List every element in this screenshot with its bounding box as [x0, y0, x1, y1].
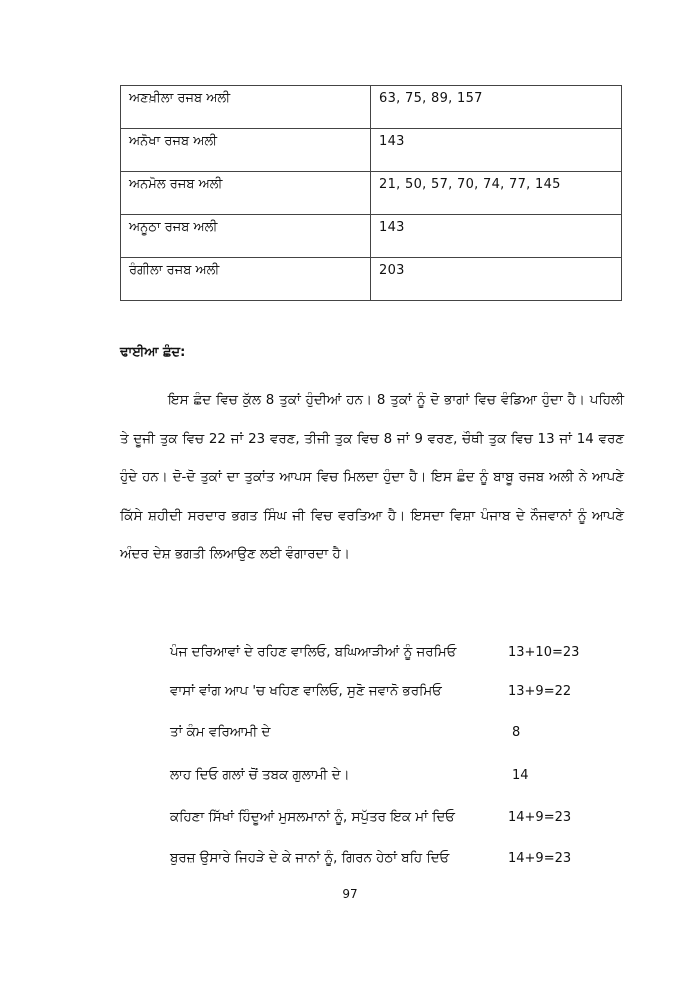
verse-line	[170, 768, 590, 788]
table-row	[121, 86, 622, 129]
verse-syllable-count: 8	[512, 725, 521, 740]
verse-text: ਪੰਜ ਦਰਿਆਵਾਂ ਦੇ ਰਹਿਣ ਵਾਲਿਓ, ਬਘਿਆੜੀਆਂ ਨੂੰ ਜਰਮਿਓ	[170, 645, 457, 660]
table-cell-pages: 143	[371, 215, 622, 258]
verse-text: ਕਹਿਣਾ ਸਿੱਖਾਂ ਹਿੰਦੂਆਂ ਮੁਸਲਮਾਨਾਂ ਨੂੰ, ਸਪੁੱਤਰ ਇਕ ਮਾਂ ਦਿਓ	[170, 810, 455, 825]
paragraph-text: ਇਸ ਛੰਦ ਵਿਚ ਕੁੱਲ 8 ਤੁਕਾਂ ਹੁੰਦੀਆਂ ਹਨ। 8 ਤੁਕਾਂ ਨੂੰ ਦੋ ਭਾਗਾਂ ਵਿਚ ਵੰਡਿਆ ਹੁੰਦਾ ਹੈ। ਪਹਿਲੀ ਤੇ ਦੂਜੀ ਤੁਕ ਵਿਚ 22 ਜਾਂ 23 ਵਰਣ, ਤੀਜੀ ਤੁਕ ਵਿਚ 8 ਜਾਂ 9 ਵਰਣ, ਚੌਥੀ ਤੁਕ ਵਿਚ 13 ਜਾਂ 14 ਵਰਣ ਹੁੰਦੇ ਹਨ। ਦੋ-ਦੋ ਤੁਕਾਂ ਦਾ ਤੁਕਾਂਤ ਆਪਸ ਵਿਚ ਮਿਲਦਾ ਹੁੰਦਾ ਹੈ। ਇਸ ਛੰਦ ਨੂੰ ਬਾਬੂ ਰਜਬ ਅਲੀ ਨੇ ਆਪਣੇ ਕਿੱਸੇ ਸ਼ਹੀਦੀ ਸਰਦਾਰ ਭਗਤ ਸਿੰਘ ਜੀ ਵਿਚ ਵਰਤਿਆ ਹੈ। ਇਸਦਾ ਵਿਸ਼ਾ ਪੰਜਾਬ ਦੇ ਨੌਜਵਾਨਾਂ ਨੂੰ ਆਪਣੇ ਅੰਦਰ ਦੇਸ਼ ਭਗਤੀ ਲਿਆਉਣ ਲਈ ਵੰਗਾਰਦਾ ਹੈ।	[120, 393, 624, 562]
table-cell-name: ਅਨੋਖਾ ਰਜਬ ਅਲੀ	[121, 129, 371, 172]
verse-line	[170, 645, 590, 665]
table-cell-pages: 143	[371, 129, 622, 172]
verse-syllable-count: 14+9=23	[508, 851, 572, 866]
verse-text: ਤਾਂ ਕੰਮ ਵਰਿਆਮੀ ਦੇ	[170, 725, 271, 740]
verse-syllable-count: 13+10=23	[508, 645, 580, 660]
index-table	[120, 85, 622, 301]
table-cell-name: ਅਨੂਠਾ ਰਜਬ ਅਲੀ	[121, 215, 371, 258]
verse-syllable-count: 14+9=23	[508, 810, 572, 825]
body-paragraph	[120, 382, 624, 575]
table-row	[121, 172, 622, 215]
table-row	[121, 258, 622, 301]
section-heading: ਢਾਈਆ ਛੰਦ:	[120, 345, 186, 360]
verse-syllable-count: 13+9=22	[508, 684, 572, 699]
table-cell-name: ਰੰਗੀਲਾ ਰਜਬ ਅਲੀ	[121, 258, 371, 301]
table-cell-pages: 63, 75, 89, 157	[371, 86, 622, 129]
table-cell-pages: 21, 50, 57, 70, 74, 77, 145	[371, 172, 622, 215]
verse-line	[170, 810, 590, 830]
page-number: 97	[342, 887, 358, 901]
verse-line	[170, 725, 590, 745]
table-row	[121, 129, 622, 172]
verse-line	[170, 851, 590, 871]
verse-text: ਲਾਹ ਦਿਓ ਗਲਾਂ ਚੋਂ ਤਬਕ ਗੁਲਾਮੀ ਦੇ।	[170, 768, 350, 783]
verse-text: ਵਾਸਾਂ ਵਾਂਗ ਆਪ 'ਚ ਖਹਿਣ ਵਾਲਿਓ, ਸੁਣੋ ਜਵਾਨੋ ਭਰਮਿਓ	[170, 684, 442, 699]
table-cell-name: ਅਣਖ਼ੀਲਾ ਰਜਬ ਅਲੀ	[121, 86, 371, 129]
table-row	[121, 215, 622, 258]
table-cell-pages: 203	[371, 258, 622, 301]
verse-text: ਬੁਰਜ਼ ਉਸਾਰੇ ਜਿਹੜੇ ਦੇ ਕੇ ਜਾਨਾਂ ਨੂੰ, ਗਿਰਨ ਹੇਠਾਂ ਬਹਿ ਦਿਓ	[170, 851, 450, 866]
verse-line	[170, 684, 590, 704]
verse-syllable-count: 14	[512, 768, 529, 783]
table-cell-name: ਅਨਮੋਲ ਰਜਬ ਅਲੀ	[121, 172, 371, 215]
